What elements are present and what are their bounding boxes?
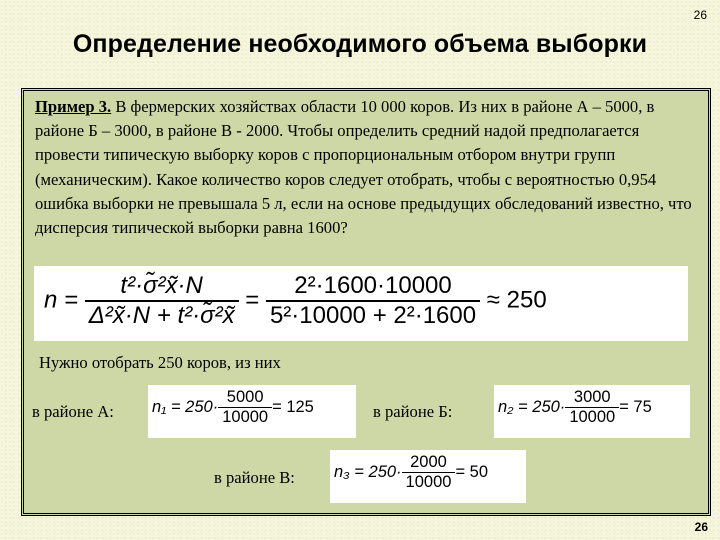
problem-text: В фермерских хозяйствах области 10 000 коров. Из них в районе А – 5000, в районе Б – 3000, в районе В - 2000. Чтобы определить средний надой предполагается провести типическую выборку коров с пропорциональным отбором внутри групп (механическим). Какое количество коров следует отобрать, чтобы с вероятностью 0,954 ошибка выборки не превышала 5 л, если на основе предыдущих обследований известно, что дисперсия типической выборки равна 1600?: [35, 97, 692, 238]
district-a-formula: [148, 385, 356, 438]
district-v-fraction: [402, 453, 456, 492]
district-a-result: = 125: [272, 397, 314, 416]
district-v-numerator: 2000: [410, 453, 447, 471]
slide-title: Определение необходимого объема выборки: [72, 30, 648, 58]
district-b-result: = 75: [619, 397, 652, 416]
district-v-label: в районе В:: [214, 468, 295, 487]
district-v-formula: [330, 450, 526, 503]
content-panel: [21, 88, 711, 516]
problem-label: Пример 3.: [35, 97, 112, 116]
formula-lhs: n =: [44, 286, 79, 314]
district-b-lhs: n₂ = 250·: [498, 397, 566, 416]
formula-denominator-symbolic: Δ²x̃·N + t²·σ̃²x̃: [85, 300, 239, 330]
district-a-fraction: [218, 388, 272, 427]
district-b-formula: [494, 385, 690, 438]
district-b-denominator: 10000: [565, 407, 619, 427]
formula-fraction-numeric: [266, 272, 480, 330]
sample-size-note: Нужно отобрать 250 коров, из них: [39, 353, 281, 372]
district-v-result: = 50: [455, 462, 489, 481]
formula-numerator-numeric: 2²·1600·10000: [294, 272, 452, 299]
district-b-fraction: [565, 388, 619, 427]
slide-number-top: 26: [693, 8, 707, 22]
formula-fraction-symbolic: [85, 272, 239, 330]
formula-numerator-symbolic: t²·σ̃²x̃·N: [120, 272, 203, 299]
formula-denominator-numeric: 5²·10000 + 2²·1600: [266, 300, 480, 330]
district-b-label: в районе Б:: [373, 402, 453, 421]
district-a-lhs: n₁ = 250·: [152, 397, 219, 416]
district-a-label: в районе А:: [32, 402, 114, 421]
district-v-lhs: n₃ = 250·: [334, 462, 402, 481]
district-v-denominator: 10000: [402, 472, 456, 492]
formula-result: ≈ 250: [486, 286, 547, 314]
formula-equals: =: [245, 286, 260, 314]
district-b-numerator: 3000: [573, 388, 611, 406]
slide-number-bottom: 26: [694, 520, 708, 534]
problem-statement: [35, 95, 699, 240]
district-a-numerator: 5000: [226, 388, 264, 406]
main-formula: [34, 266, 688, 341]
district-a-denominator: 10000: [218, 407, 272, 427]
